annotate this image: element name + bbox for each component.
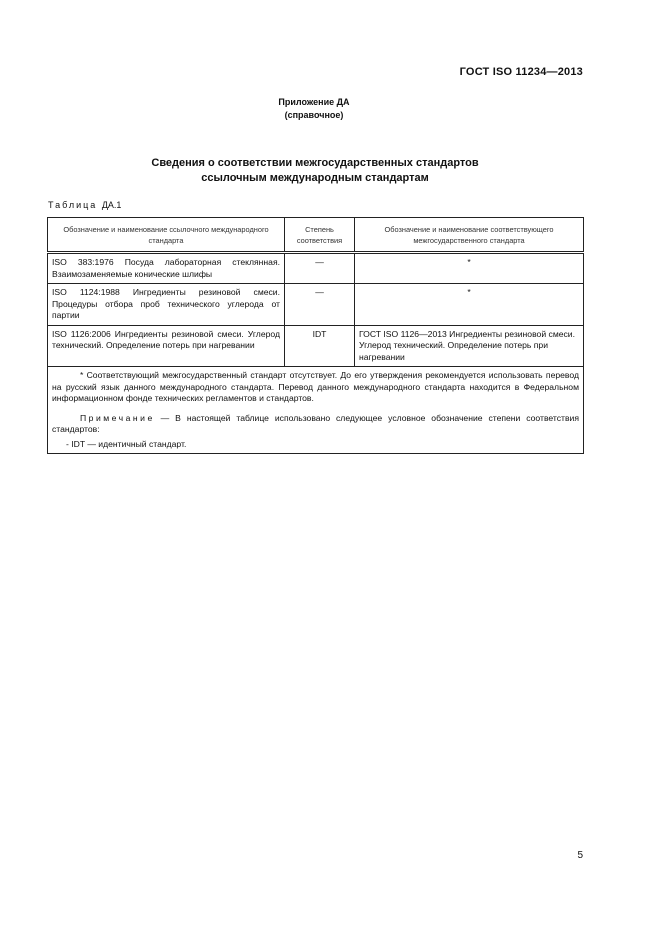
cell-national-standard: * [355,284,584,326]
cell-international-standard: ISO 1126:2006 Ингредиенты резиновой смеси. Углерод технический. Определение потерь при нагревании [48,325,285,367]
section-title-line-2: ссылочным международным стандартам [201,172,429,184]
header-national-standard: Обозначение и наименование соответствующего межгосударственного стандарта [355,218,584,253]
header-international-standard: Обозначение и наименование ссылочного международного стандарта [48,218,285,253]
cell-national-standard: * [355,253,584,284]
cell-national-standard: ГОСТ ISO 1126—2013 Ингредиенты резиновой смеси. Углерод технический. Определение потерь при нагревании [355,325,584,367]
remark-lead: Примечание [80,412,155,423]
header-degree-of-correspondence: Степень соответствия [285,218,355,253]
appendix-title: Приложение ДА [278,97,350,107]
appendix-heading [0,96,628,122]
table-caption-number: ДА.1 [101,200,122,210]
remark-text [52,413,579,436]
table-row [48,325,584,367]
cell-international-standard: ISO 1124:1988 Ингредиенты резиновой смеси. Процедуры отбора проб технического углерода от партии [48,284,285,326]
remark-body: — В настоящей таблице использовано следующее условное обозначение степени соответствия стандартов: [52,412,580,434]
remark-list-item: - IDT — идентичный стандарт. [66,438,187,449]
table-footer-row [48,367,584,454]
section-title-line-1: Сведения о соответствии межгосударственных стандартов [151,157,479,169]
document-code: ГОСТ ISO 11234—2013 [459,66,583,78]
section-title [0,156,630,186]
cell-degree: — [285,284,355,326]
table-header-row [48,218,584,253]
table-row [48,253,584,284]
cell-international-standard: ISO 383:1976 Посуда лабораторная стеклянная. Взаимозаменяемые конические шлифы [48,253,285,284]
table-row [48,284,584,326]
table-footnotes [48,367,584,454]
footnote-text: * Соответствующий межгосударственный стандарт отсутствует. До его утверждения рекомендуется использовать перевод на русский язык данного международного стандарта. Перевод данного международного стандарта находится в Федеральном информационном фонде технических регламентов и стандартов. [52,370,579,403]
table-caption [48,200,121,210]
table-caption-label: Таблица [48,200,98,210]
appendix-subtitle: (справочное) [284,110,344,120]
cell-degree: IDT [285,325,355,367]
cell-degree: — [285,253,355,284]
page-number: 5 [577,850,583,861]
standards-correspondence-table [47,217,584,454]
